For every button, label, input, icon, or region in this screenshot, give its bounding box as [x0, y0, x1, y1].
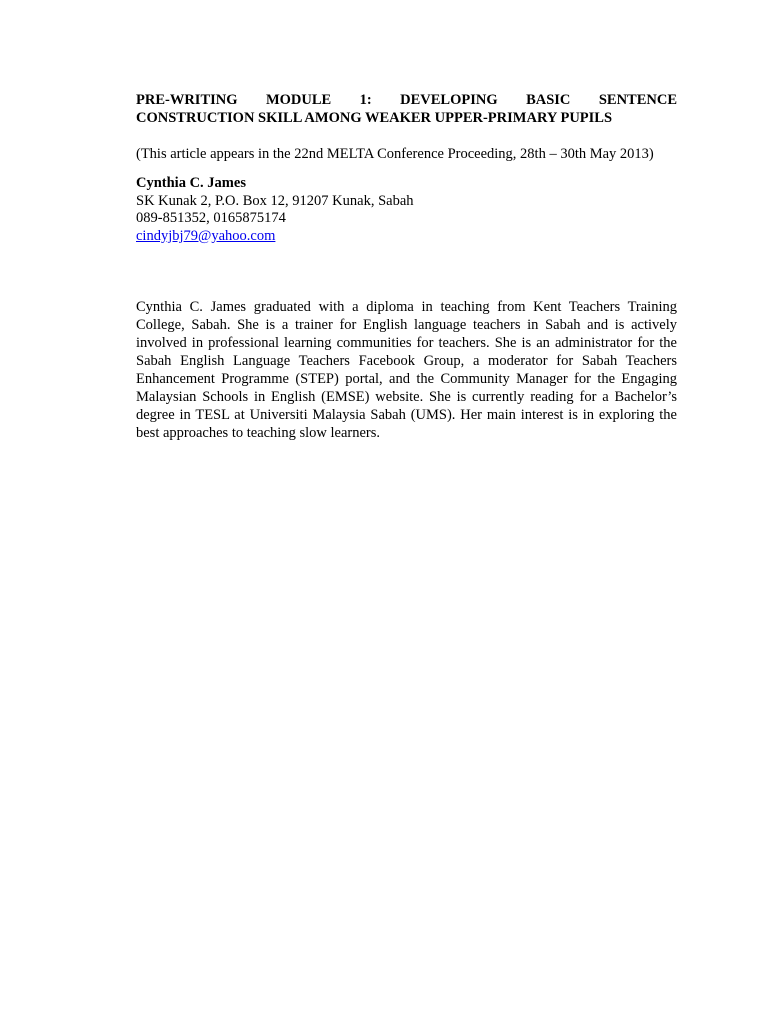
document-page — [136, 91, 677, 442]
author-biography: Cynthia C. James graduated with a diploma in teaching from Kent Teachers Training College, Sabah. She is a trainer for English language teachers in Sabah and is actively involved in professional learning communities for teachers. She is an administrator for the Sabah English Language Teachers Facebook Group, a moderator for Sabah Teachers Enhancement Programme (STEP) portal, and the Community Manager for the Engaging Malaysian Schools in English (EMSE) website. She is currently reading for a Bachelor’s degree in TESL at Universiti Malaysia Sabah (UMS). Her main interest is in exploring the best approaches to teaching slow learners. — [136, 299, 677, 442]
document-title-line-1: PRE-WRITING MODULE 1: DEVELOPING BASIC SENTENCE — [136, 92, 677, 108]
author-email-link[interactable]: cindyjbj79@yahoo.com — [136, 227, 276, 244]
author-address: SK Kunak 2, P.O. Box 12, 91207 Kunak, Sabah — [136, 192, 414, 209]
publication-note: (This article appears in the 22nd MELTA Conference Proceeding, 28th – 30th May 2013) — [136, 146, 654, 162]
author-phone: 089-851352, 0165875174 — [136, 210, 286, 227]
author-block — [136, 175, 677, 245]
document-title — [136, 91, 677, 127]
author-name: Cynthia C. James — [136, 175, 246, 191]
document-title-line-2: CONSTRUCTION SKILL AMONG WEAKER UPPER-PRIMARY PUPILS — [136, 110, 613, 126]
